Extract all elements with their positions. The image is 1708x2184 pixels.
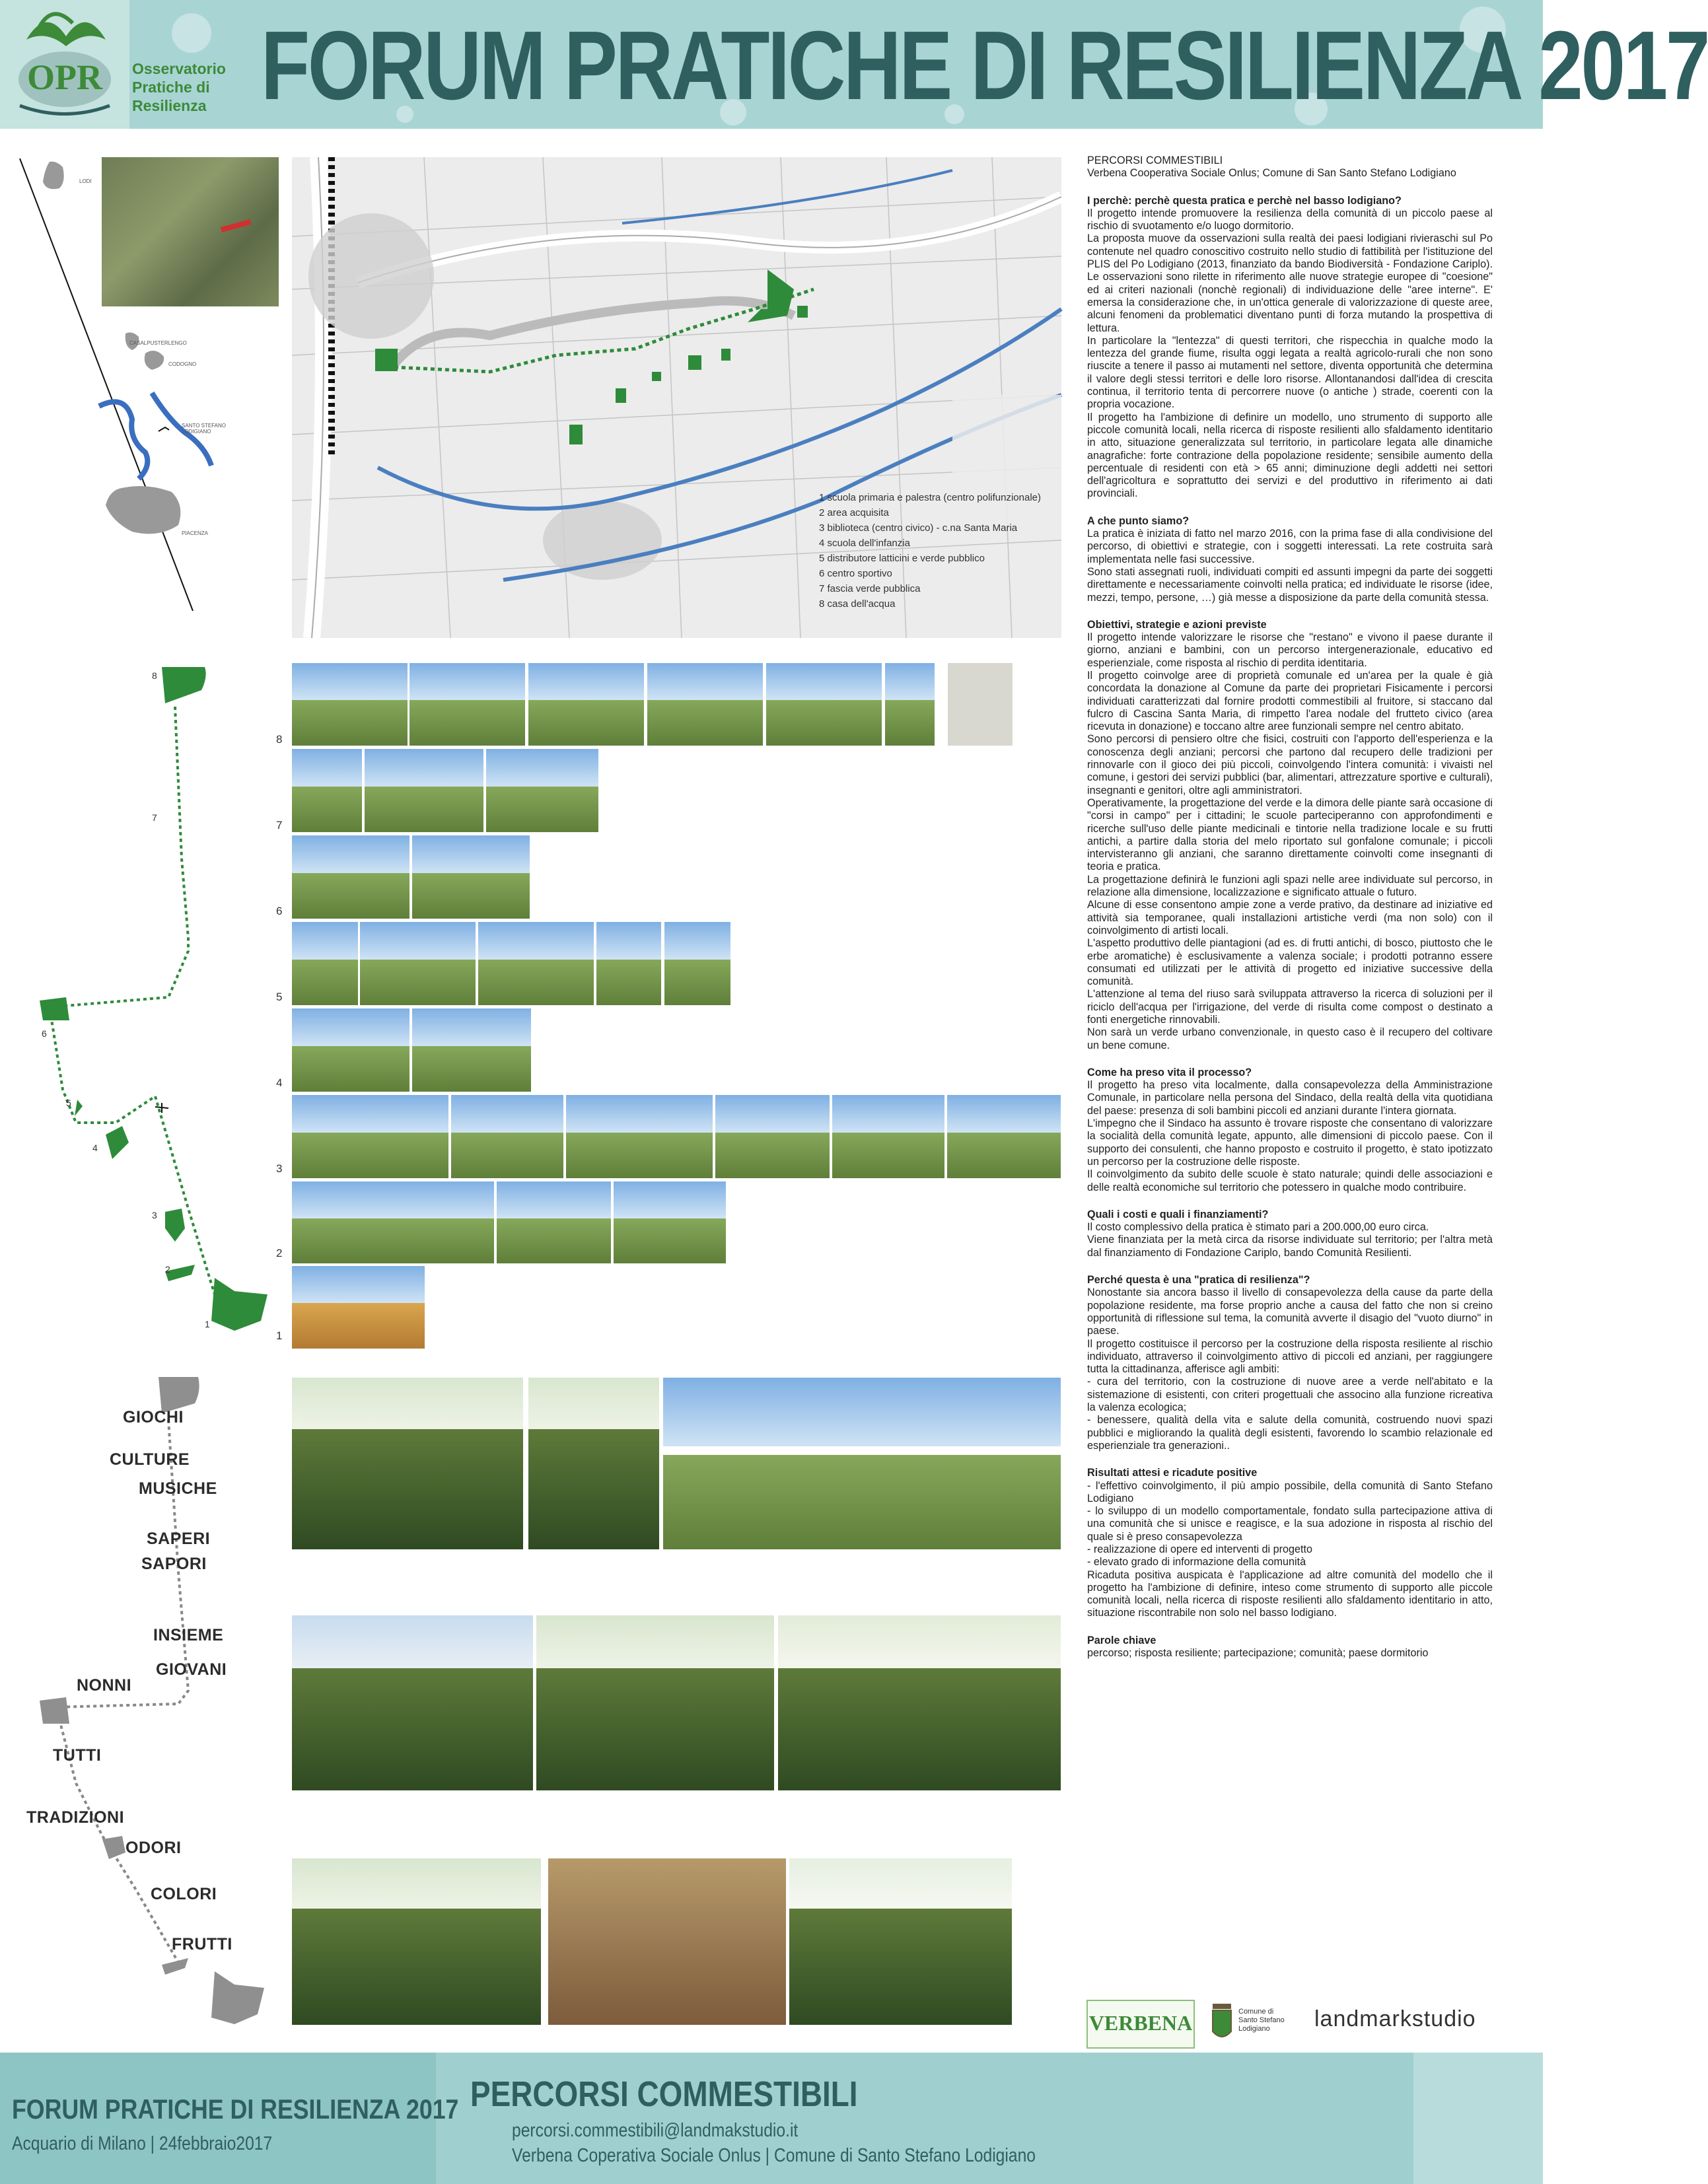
words-route-diagram (36, 1374, 287, 2034)
site-photo (596, 922, 661, 1005)
section-heading: Come ha preso vita il processo? (1087, 1066, 1252, 1078)
keyword-label: SAPERI (147, 1530, 211, 1548)
keyword-label: ODORI (125, 1839, 182, 1857)
footer (0, 2053, 1543, 2184)
fruit-exhibit-photo (548, 1858, 786, 2025)
comune-text-line: Lodigiano (1238, 2025, 1270, 2033)
site-photo (292, 1095, 448, 1178)
site-photo (412, 835, 530, 919)
route-label: 7 (152, 812, 157, 823)
comune-text-line: Santo Stefano (1238, 2016, 1285, 2024)
site-photo (451, 1095, 563, 1178)
keyword-label: FRUTTI (172, 1935, 232, 1954)
garden-photo (536, 1615, 774, 1790)
event-photo (528, 1378, 659, 1549)
site-photo (292, 835, 409, 919)
section-body: La pratica è iniziata di fatto nel marzo 2016, con la prima fase di alla condivisione del percorso, di obiettivi e strategie, con i soggetti interessati. La rete costruita sarà implementata nelle fasi successive. Sono stati assegnati ruoli, individuati compiti ed assunti impegni da parte dei soggetti direttamente e necessariamente coinvolti nella pratica; ed individuate le risorse (idee, mezzi, tempo, persone, …) già messe a disposizione da parte della comunità stessa. (1087, 528, 1493, 604)
row-label: 4 (276, 1076, 283, 1089)
site-photo (832, 1095, 944, 1178)
row-label: 2 (276, 1247, 283, 1259)
site-photo (566, 1095, 713, 1178)
route-label: 3 (152, 1210, 157, 1220)
map-label: CODOGNO (168, 361, 197, 367)
keyword-label: SAPORI (141, 1555, 207, 1573)
comune-crest-icon (1209, 1998, 1235, 2045)
site-photo (486, 749, 598, 832)
opr-logo-icon (0, 0, 129, 129)
route-label: 6 (42, 1028, 47, 1039)
keywords: percorso; risposta resiliente; partecipazione; comunità; paese dormitorio (1087, 1647, 1429, 1660)
map-label: PIACENZA (182, 530, 209, 536)
section-body: Nonostante sia ancora basso il livello di consapevolezza della cause da parte della popolazione residente, ma forse proprio anche a causa del fatto che non si creino opportunità di riflessione sul tema, la comunità avverte il disagio del "vuoto diurno" in paese. Il progetto costituisce il percorso per la costruzione della risposta resiliente al rischio individuato, attraverso il coinvolgimento attivo di piccoli ed anziani, per raggiungere tutta la cittadinanza, afferisce agli ambiti: - cura del territorio, con la costruzione di nuove aree a verde nell'abitato e la sistemazione di esistenti, con criteri progettuali che associno alla funzione ricreativa la valenza ecologica; - benessere, qualità della vita e salute della comunità, costruendo nuovi spazi pubblici e migliorando la qualità degli esistenti, favorendo lo scambio relazionale ed esperienziale tra generazioni.. (1087, 1286, 1493, 1452)
route-label: 2 (165, 1264, 170, 1275)
keyword-label: CULTURE (110, 1450, 190, 1469)
site-photo (292, 749, 362, 832)
footer-email: percorsi.commestibili@landmakstudio.it (512, 2120, 799, 2141)
section-heading: Risultati attesi e ricadute positive (1087, 1467, 1258, 1479)
site-photo (947, 1095, 1061, 1178)
site-photo (715, 1095, 830, 1178)
keyword-label: INSIEME (153, 1626, 224, 1644)
site-photo (948, 663, 1013, 746)
row-label: 6 (276, 905, 283, 917)
section-body: Il progetto intende promuovere la resilienza della comunità di un piccolo paese al rischio di svuotamento e/o luogo dormitorio. La proposta muove da osservazioni sulla realtà dei paesi lodigiani rivieraschi sul Po contenute nel quadro conoscitivo costruito nello studio di fattibilità per l'istituzione del PLIS del Po Lodigiano (2013, finanziato da bando Biodiversità - Fondazione Cariplo). Le osservazioni sono rilette in riferimento alle nuove strategie europee di "coesione" ed ai criteri nazionali (nonchè regionali) di individuazione delle "aree interne". E' emersa la considerazione che, in un'ottica generale di valorizzazione di queste aree, alcuni fenomeni da problematici diventano punti di forza mutando la prospettiva di lettura. In particolare la "lentezza" di questi territori, che rispecchia in qualche modo la lentezza del grande fiume, risulta oggi legata a realtà agricolo-rurali che non sono riuscite a tenere il passo ai mutamenti nel settore, diventa opportunità che determina il valore degli stessi territori e delle loro risorse. Allontanandosi dall'idea di crescita continua, il territorio tenta di percorrere nuove (o antiche ) strade, coerenti con la propria vocazione. Il progetto ha l'ambizione di definire un modello, uno strumento di supporto alle piccole comunità locali, nella ricerca di risposte resilienti allo sfaldamento identitario in atto, situazione generalizzata sul territorio, in particolare legata alle dinamiche anagrafiche: forte contrazione della popolazione residente; sensibile aumento della percentuale di residenti con età > 65 anni; diminuzione degli addetti nei settori dell'agricoltura e soprattutto dei servizi e del produttivo in riferimento ai dati provinciali. (1087, 207, 1493, 500)
section-heading: Parole chiave (1087, 1634, 1156, 1646)
keyword-label: COLORI (151, 1885, 217, 1903)
aerial-photo (102, 157, 279, 306)
keyword-label: GIOCHI (123, 1408, 184, 1427)
row-label: 5 (276, 991, 283, 1003)
site-photo (360, 922, 476, 1005)
keyword-label: TUTTI (53, 1746, 102, 1765)
project-orgs: Verbena Cooperativa Sociale Onlus; Comune di San Santo Stefano Lodigiano (1087, 167, 1456, 180)
map-label: SANTO STEFANO LODIGIANO (182, 423, 226, 435)
route-label: 1 (205, 1319, 210, 1329)
verbena-logo-text: VERBENA (1088, 2011, 1193, 2035)
section-heading: Perché questa è una "pratica di resilienza"? (1087, 1274, 1310, 1286)
observatory-name (132, 59, 238, 115)
site-photo (885, 663, 935, 746)
site-photo (292, 1008, 409, 1092)
site-photo (292, 663, 408, 746)
footer-forum-title: FORUM PRATICHE DI RESILIENZA 2017 (12, 2094, 459, 2125)
section-heading: A che punto siamo? (1087, 514, 1190, 527)
logo-text-line: Osservatorio (132, 60, 226, 77)
orchard-photo (292, 1858, 541, 2025)
event-photo (292, 1378, 523, 1549)
row-label: 1 (276, 1329, 283, 1342)
site-photo (292, 1266, 425, 1349)
logo (0, 0, 129, 129)
map-label: LODI (79, 178, 92, 184)
site-photo (528, 663, 644, 746)
site-photo (409, 663, 525, 746)
logo-text-line: Resilienza (132, 97, 207, 114)
row-label: 7 (276, 819, 283, 831)
footer-orgs: Verbena Coperativa Sociale Onlus | Comune di Santo Stefano Lodigiano (512, 2145, 1036, 2166)
route-diagram (36, 660, 287, 1354)
project-name: PERCORSI COMMESTIBILI (1087, 155, 1223, 166)
row-label: 3 (276, 1162, 283, 1175)
route-label: 4 (92, 1143, 98, 1153)
comune-text-line: Comune di (1238, 2008, 1274, 2016)
page-title: FORUM PRATICHE DI RESILIENZA 2017 (261, 11, 1708, 120)
footer-venue: Acquario di Milano | 24febbraio2017 (12, 2133, 273, 2154)
keyword-label: TRADIZIONI (26, 1808, 125, 1827)
footer-project-title: PERCORSI COMMESTIBILI (470, 2074, 858, 2114)
keyword-label: MUSICHE (139, 1479, 217, 1498)
route-label: 5 (66, 1098, 71, 1108)
comune-logo-text (1238, 2008, 1285, 2033)
garden-photo (292, 1615, 533, 1790)
section-heading: I perchè: perchè questa pratica e perchè nel basso lodigiano? (1087, 194, 1402, 207)
logo-text-line: Pratiche di (132, 79, 210, 96)
site-photo (647, 663, 763, 746)
section-heading: Obiettivi, strategie e azioni previste (1087, 618, 1267, 631)
site-photo (497, 1181, 611, 1263)
site-map-legend: 1 scuola primaria e palestra (centro polifunzionale) 2 area acquisita 3 biblioteca (centro civico) - c.na Santa Maria 4 scuola dell'infanzia 5 distributore latticini e verde pubblico 6 centro sportivo 7 fascia verde pubblica 8 casa dell'acqua (819, 492, 1042, 610)
keyword-label: NONNI (77, 1676, 132, 1695)
landmarkstudio-logo: landmarkstudio (1314, 2006, 1476, 2031)
site-photo (478, 922, 594, 1005)
footer-right-panel (1413, 2053, 1543, 2184)
section-body: Il progetto intende valorizzare le risorse che "restano" e vivono il paese durante il giorno, anziani e bambini, con un percorso intergenerazionale, educativo ed esperienziale, come risposta al rischio di perdita identitaria. Il progetto coinvolge aree di proprietà comunale ed un'area per la quale è già concordata la donazione al Comune da parte dei proprietari Fisicamente i percorsi individuati caratterizzati dal fornire prodotti commestibili al fruitore, si staccano dal fulcro di Cascina Santa Maria, di rimpetto l'area nodale del frutteto civico (area ricevuta in donazione) e toccano altre aree funzionali sempre nel centro abitato. Sono percorsi di pensiero oltre che fisici, costruiti con l'apporto dell'esperienza e la conoscenza degli anziani; percorsi che partono dal recupero delle tradizioni per rinnovarle con il gioco dei più piccoli, coinvolgendo l'intera comunità: i vivaisti nel comune, i gestori dei servizi pubblici (bar, alimentari, attrezzature sportive e culturali), insegnanti e genitori, oltre agli amministratori. Operativamente, la progettazione del verde e la dimora delle piante sarà occasione di "corsi in campo" per i cittadini; le scuole parteciperanno con approfondimenti e ricerche sull'uso delle piante medicinali e tintorie nella tradizione locale e su frutti antichi, a partire dalla storia del melo riportato sul gonfalone comunale; i piccoli intervisteranno gli anziani, che saranno direttamente coinvolti come insegnanti di teoria e pratica. La progettazione definirà le funzioni agli spazi nelle aree individuate sul percorso, in relazione alla dimensione, localizzazione e significato attuale o futuro. Alcune di esse consentono ampie zone a verde prativo, da destinare ad iniziative ed attività sia temporanee, quali installazioni artistiche verdi (ma non solo) con il coinvolgimento di artisti locali. L'aspetto produttivo delle piantagioni (ad es. di frutti antichi, di bosco, piuttosto che le erbe aromatiche) è esclusivamente a valenza sociale; i prodotti potranno essere consumati ed utilizzati per le attività di progetto ed iniziative successive della comunità. L'attenzione al tema del riuso sarà sviluppata attraverso la ricerca di soluzioni per il riciclo dell'acqua per l'irrigazione, del verde di risulta come compost o destinato a fonti energetiche rinnovabili. Non sarà un verde urbano convenzionale, in questo caso è il recupero del coltivare un bene comune. (1087, 631, 1493, 1051)
decor-bubble (172, 13, 211, 53)
site-photo (292, 922, 358, 1005)
project-description (1087, 155, 1493, 1674)
section-body: - l'effettivo coinvolgimento, il più ampio possibile, della comunità di Santo Stefano Lodigiano - lo sviluppo di un modello comportamentale, fondato sulla partecipazione attiva di una comunità che si unisce e reagisce, e la sua adozione in risposta al rischio del quale si è preso consapevolezza - realizzazione di opere ed interventi di progetto - elevato grado di informazione della comunità Ricaduta positiva auspicata è l'applicazione ad altre comunità del modello che il progetto ha l'ambizione di definire, inteso come strumento di supporto alle piccole comunità locali, nella ricerca di risposte resilienti allo sfaldamento identitario in atto, situazione riscontrabile non solo nel basso lodigiano. (1087, 1479, 1493, 1619)
site-photo (365, 749, 483, 832)
section-heading: Quali i costi e quali i finanziamenti? (1087, 1208, 1269, 1220)
garden-photo (778, 1615, 1061, 1790)
blueberry-photo (789, 1858, 1012, 2025)
section-body: Il costo complessivo della pratica è stimato pari a 200.000,00 euro circa. Viene finanziata per la metà circa da risorse individuate sul territorio; per l'altra metà dal finanziamento di Fondazione Cariplo, bando Comunità Resilienti. (1087, 1221, 1493, 1259)
route-label: 8 (152, 670, 157, 681)
site-photo (664, 922, 730, 1005)
site-photo (412, 1008, 531, 1092)
keyword-label: GIOVANI (156, 1660, 227, 1679)
event-photo (663, 1378, 1061, 1549)
map-label: CASALPUSTERLENGO (129, 340, 187, 346)
section-body: Il progetto ha preso vita localmente, dalla consapevolezza della Amministrazione Comunale, in particolare nella persona del Sindaco, della realtà della vita quotidiana del paese: presenza di soli bambini piccoli ed anziani durante l'intera giornata. L'impegno che il Sindaco ha assunto è trovare risposte che consentano di valorizzare la socialità della comunità legate, appunto, alle dimensioni di piccolo paese. Con il supporto dei consulenti, che hanno proposto e costruito il progetto, è stato ipotizzato un percorso per la costruzione delle risposte. Il coinvolgimento da subito delle scuole è stato naturale; quindi delle associazioni e delle realtà economiche sul territorio che potessero in qualche modo contribuire. (1087, 1079, 1493, 1193)
row-label: 8 (276, 733, 283, 746)
verbena-logo (1086, 2000, 1195, 2049)
site-photo (766, 663, 882, 746)
svg-text:OPR: OPR (27, 57, 102, 97)
site-photo (614, 1181, 726, 1263)
site-photo (292, 1181, 494, 1263)
